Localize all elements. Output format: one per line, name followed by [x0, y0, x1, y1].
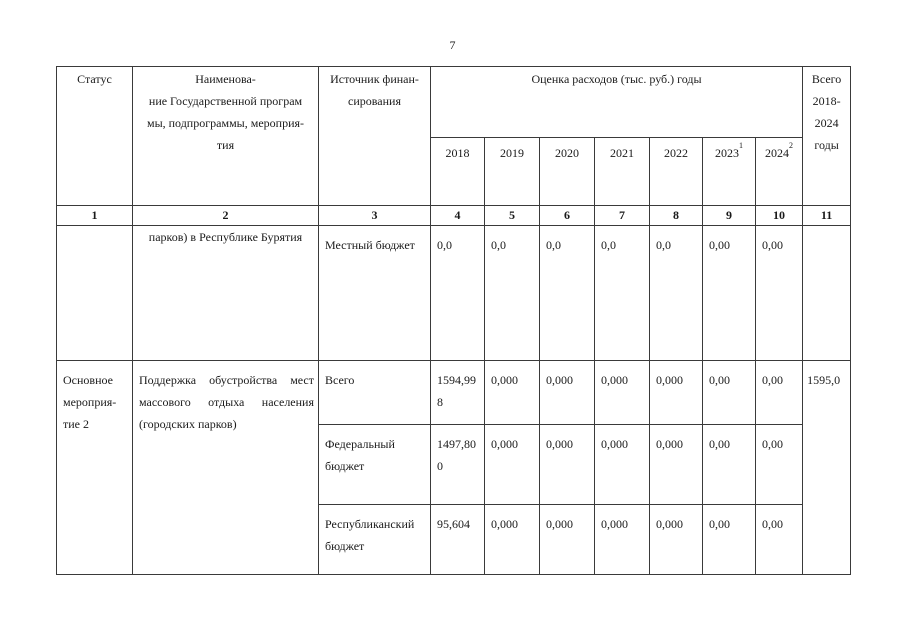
header-name: Наименова- ние Государственной програм мы, подпрограммы, мероприя- тия — [133, 67, 319, 206]
value-cell: 95,604 — [431, 505, 485, 575]
year-2024: 2024$^2$ — [756, 138, 803, 206]
year-2018: 2018 — [431, 138, 485, 206]
value-cell: 0,0 — [595, 226, 650, 361]
measure-name-cell: Поддержка обустройства мест массового отдыха населения (городских парков) — [133, 361, 319, 575]
page-number: 7 — [449, 38, 456, 52]
value-cell: 0,000 — [595, 361, 650, 425]
value-cell: 0,000 — [650, 505, 703, 575]
funding-source-cell: Всего — [319, 361, 431, 425]
value-cell: 0,0 — [431, 226, 485, 361]
header-funding-source: Источник финан- сирования — [319, 67, 431, 206]
value-cell: 0,000 — [485, 361, 540, 425]
column-number: 6 — [540, 206, 595, 226]
value-cell: 0,00 — [703, 505, 756, 575]
total-cell: 1595,0 — [803, 361, 851, 575]
column-number: 4 — [431, 206, 485, 226]
program-name-cell: парков) в Республике Бурятия — [133, 226, 319, 361]
value-cell: 0,00 — [756, 425, 803, 505]
value-cell: 0,0 — [485, 226, 540, 361]
table-row — [57, 361, 851, 425]
year-2022: 2022 — [650, 138, 703, 206]
year-2020: 2020 — [540, 138, 595, 206]
value-cell: 0,000 — [595, 505, 650, 575]
value-cell: 0,000 — [485, 505, 540, 575]
footnote-mark: 1 — [739, 141, 743, 150]
column-number: 3 — [319, 206, 431, 226]
budget-table — [56, 66, 851, 575]
header-status: Статус — [57, 67, 133, 206]
column-number: 10 — [756, 206, 803, 226]
value-cell: 0,0 — [540, 226, 595, 361]
column-number: 11 — [803, 206, 851, 226]
value-cell: 0,000 — [650, 425, 703, 505]
value-cell: 0,00 — [703, 226, 756, 361]
value-cell: 0,000 — [540, 361, 595, 425]
year-2019: 2019 — [485, 138, 540, 206]
header-total: Всего 2018- 2024 годы — [803, 67, 851, 206]
value-cell: 1497,80 0 — [431, 425, 485, 505]
column-number: 7 — [595, 206, 650, 226]
status-cell — [57, 226, 133, 361]
value-cell: 0,00 — [756, 361, 803, 425]
column-number: 1 — [57, 206, 133, 226]
year-2023: 2023$^1$ — [703, 138, 756, 206]
column-number: 8 — [650, 206, 703, 226]
funding-source-cell: Республиканский бюджет — [319, 505, 431, 575]
column-number: 5 — [485, 206, 540, 226]
value-cell: 0,00 — [756, 505, 803, 575]
status-cell: Основное мероприя- тие 2 — [57, 361, 133, 575]
funding-source-cell: Местный бюджет — [319, 226, 431, 361]
column-number: 9 — [703, 206, 756, 226]
value-cell: 0,000 — [485, 425, 540, 505]
value-cell: 0,000 — [540, 425, 595, 505]
table-row — [57, 226, 851, 361]
value-cell: 0,000 — [650, 361, 703, 425]
total-cell — [803, 226, 851, 361]
value-cell: 0,000 — [540, 505, 595, 575]
header-estimate: Оценка расходов (тыс. руб.) годы — [431, 67, 803, 138]
value-cell: 0,00 — [703, 425, 756, 505]
value-cell: 0,0 — [650, 226, 703, 361]
value-cell: 0,000 — [595, 425, 650, 505]
column-number: 2 — [133, 206, 319, 226]
funding-source-cell: Федеральный бюджет — [319, 425, 431, 505]
value-cell: 1594,99 8 — [431, 361, 485, 425]
value-cell: 0,00 — [756, 226, 803, 361]
year-2021: 2021 — [595, 138, 650, 206]
value-cell: 0,00 — [703, 361, 756, 425]
footnote-mark: 2 — [789, 141, 794, 150]
